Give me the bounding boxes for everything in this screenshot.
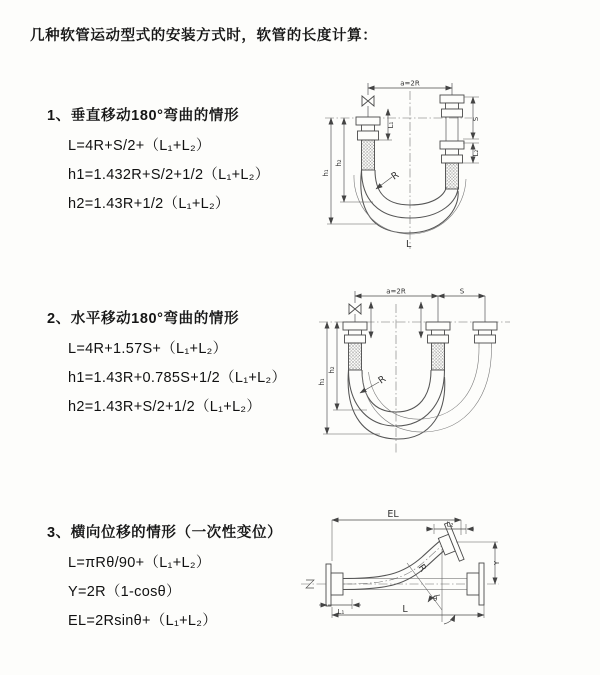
radius-label: R [415,562,429,575]
flange-neck [479,330,492,335]
dimension-l [332,604,484,618]
dim-label-h2: h₂ [335,159,343,167]
page-title: 几种软管运动型式的安装方式时，软管的长度计算： [30,28,378,44]
section-horizontal-bend [47,307,286,415]
flange [356,117,380,125]
dim-label-s: S [459,287,465,296]
length-label: L [406,239,412,250]
dim-label-a2r: a=2R [400,79,420,88]
formula-l: L=4R+1.57S+（L₁+L₂） [68,341,228,357]
formula-h2: h2=1.43R+1/2（L₁+L₂） [68,196,230,212]
flange [440,95,464,103]
flange [475,335,496,343]
formula-l: L=4R+S/2+（L₁+L₂） [68,138,211,154]
diagram-vertical-180-bend [300,75,590,260]
dim-label-h2: h₂ [328,366,336,374]
dim-label-el: EL [387,509,399,520]
hose-phantom-curves [362,348,492,432]
flange [442,155,463,163]
left-flange [326,564,343,606]
dimension-a2r [368,80,452,89]
formula-y: Y=2R（1-cosθ） [68,584,181,600]
dim-label-s: S [472,116,480,122]
flange-neck [349,330,362,335]
flange-neck [446,149,459,155]
diagram-horizontal-180-bend [305,282,600,462]
middle-pipe-fitting [426,296,450,370]
flange [442,109,463,117]
right-flange-displaced [434,522,464,565]
braided-hose-section [362,140,375,170]
section-2-heading: 2、水平移动180°弯曲的情形 [47,311,240,327]
dim-label-l2: L₂ [446,520,454,529]
radius-label: R [389,169,402,183]
flange [358,131,379,140]
formula-h1: h1=1.432R+S/2+1/2（L₁+L₂） [68,167,270,183]
dim-label-y: Y [493,560,501,566]
valve-symbol [362,96,374,117]
braided-hose-section [432,343,445,370]
valve-symbol [349,304,361,322]
dim-label-l1: L₁ [387,121,395,129]
dim-label-h1: h₁ [322,169,330,177]
radius-callout [376,169,401,189]
dim-label-l1: L₁ [337,608,345,616]
section-1-heading: 1、垂直移动180°弯曲的情形 [47,108,240,124]
dim-label-a2r: a=2R [386,287,406,296]
flange-plate [479,563,484,605]
flange [473,322,497,330]
left-pipe-fitting [356,83,380,170]
flange-neck [446,103,459,109]
section-3-heading: 3、横向位移的情形（一次性变位） [47,525,283,541]
dimension-l1 [378,109,395,140]
dimension-a2r [355,288,438,297]
radius-label: R [376,373,389,387]
dim-label-l2: L₂ [472,149,480,157]
diagram-lateral-displacement [295,505,505,645]
dim-label-l: L [402,604,408,615]
right-pipe-fitting [440,83,464,189]
flange-hub [331,573,343,595]
flange [440,141,464,149]
hose-displaced-curve [343,538,449,590]
right-pipe-fitting-phantom [473,296,497,348]
radius-construction [407,549,442,622]
braided-hose-section [349,343,362,370]
dim-label-h1: h₁ [318,378,326,386]
flange-plate [326,564,331,606]
formula-l: L=πRθ/90+（L₁+L₂） [68,555,211,571]
section-vertical-bend [47,104,270,212]
formula-el: EL=2Rsinθ+（L₁+L₂） [68,613,218,629]
dimension-l1 [319,599,361,616]
flange-neck [362,125,375,131]
flange-hub [467,573,479,595]
angle-label: θ [433,595,438,603]
flange-neck [432,330,445,335]
braided-hose-section [446,163,459,189]
flange [345,335,366,343]
flange [428,335,449,343]
dimension-s [438,288,485,297]
formula-h2: h2=1.43R+S/2+1/2（L₁+L₂） [68,399,262,415]
right-flange-initial [467,563,484,605]
left-pipe-fitting [343,291,367,370]
section-lateral-displacement [47,521,282,629]
flange [426,322,450,330]
formula-h1: h1=1.43R+0.785S+1/2（L₁+L₂） [68,370,287,386]
flange [343,322,367,330]
